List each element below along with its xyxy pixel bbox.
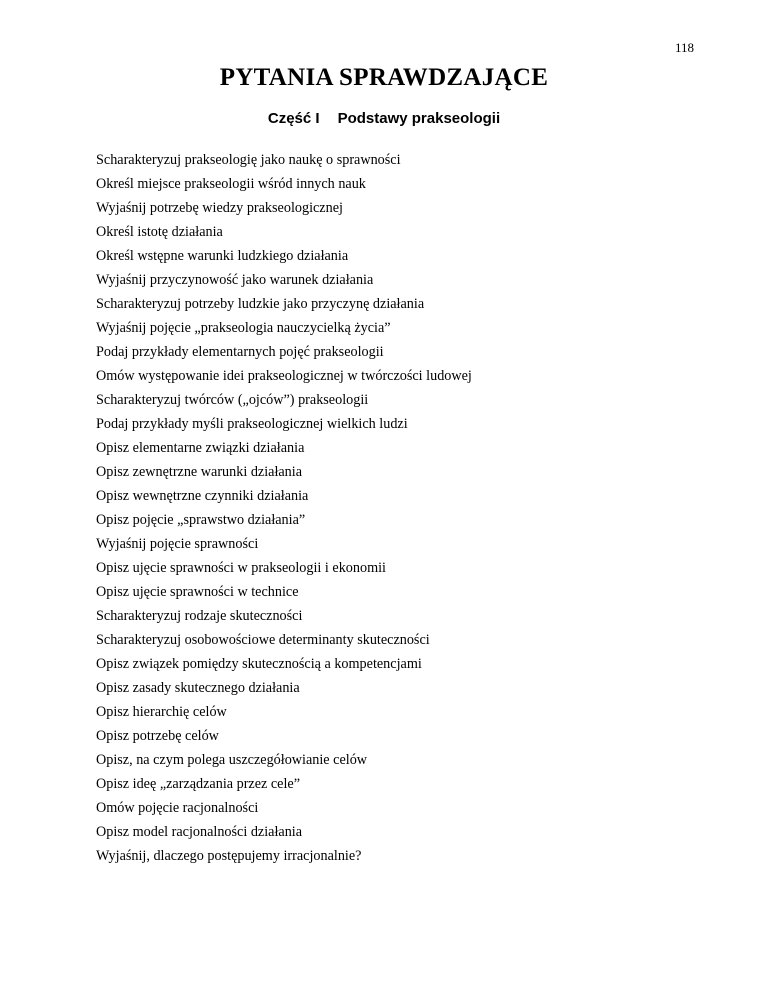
question-item: Opisz elementarne związki działania bbox=[96, 440, 305, 456]
question-item: Wyjaśnij pojęcie „prakseologia nauczycielką życia” bbox=[96, 320, 391, 336]
section-name: Podstawy prakseologii bbox=[337, 110, 501, 127]
question-item: Scharakteryzuj osobowościowe determinanty skuteczności bbox=[96, 632, 430, 648]
section-heading bbox=[0, 110, 768, 127]
question-item: Omów pojęcie racjonalności bbox=[96, 800, 259, 816]
question-item: Scharakteryzuj potrzeby ludzkie jako przyczynę działania bbox=[96, 296, 425, 312]
question-item: Określ miejsce prakseologii wśród innych nauk bbox=[96, 176, 366, 192]
question-item: Opisz ujęcie sprawności w technice bbox=[96, 584, 299, 600]
question-item: Określ wstępne warunki ludzkiego działania bbox=[96, 248, 349, 264]
question-item: Podaj przykłady elementarnych pojęć prakseologii bbox=[96, 344, 384, 360]
question-item: Scharakteryzuj prakseologię jako naukę o sprawności bbox=[96, 152, 401, 168]
question-item: Wyjaśnij przyczynowość jako warunek działania bbox=[96, 272, 374, 288]
question-item: Opisz zewnętrzne warunki działania bbox=[96, 464, 303, 480]
question-item: Opisz zasady skutecznego działania bbox=[96, 680, 300, 696]
question-item: Opisz związek pomiędzy skutecznością a kompetencjami bbox=[96, 656, 422, 672]
question-item: Opisz, na czym polega uszczegółowianie celów bbox=[96, 752, 368, 768]
section-part: Część I bbox=[267, 110, 320, 127]
question-list bbox=[96, 152, 472, 872]
question-item: Scharakteryzuj twórców („ojców”) prakseologii bbox=[96, 392, 369, 408]
page-title: PYTANIA SPRAWDZAJĄCE bbox=[219, 64, 549, 91]
question-item: Wyjaśnij potrzebę wiedzy prakseologicznej bbox=[96, 200, 343, 216]
question-item: Wyjaśnij, dlaczego postępujemy irracjonalnie? bbox=[96, 848, 362, 864]
question-item: Opisz hierarchię celów bbox=[96, 704, 227, 720]
question-item: Opisz ideę „zarządzania przez cele” bbox=[96, 776, 300, 792]
page-number: 118 bbox=[674, 40, 694, 55]
question-item: Opisz ujęcie sprawności w prakseologii i ekonomii bbox=[96, 560, 386, 576]
question-item: Podaj przykłady myśli prakseologicznej wielkich ludzi bbox=[96, 416, 408, 432]
question-item: Opisz wewnętrzne czynniki działania bbox=[96, 488, 309, 504]
question-item: Opisz model racjonalności działania bbox=[96, 824, 303, 840]
question-item: Scharakteryzuj rodzaje skuteczności bbox=[96, 608, 303, 624]
question-item: Wyjaśnij pojęcie sprawności bbox=[96, 536, 259, 552]
question-item: Opisz potrzebę celów bbox=[96, 728, 219, 744]
question-item: Opisz pojęcie „sprawstwo działania” bbox=[96, 512, 306, 528]
question-item: Omów występowanie idei prakseologicznej w twórczości ludowej bbox=[96, 368, 472, 384]
question-item: Określ istotę działania bbox=[96, 224, 223, 240]
